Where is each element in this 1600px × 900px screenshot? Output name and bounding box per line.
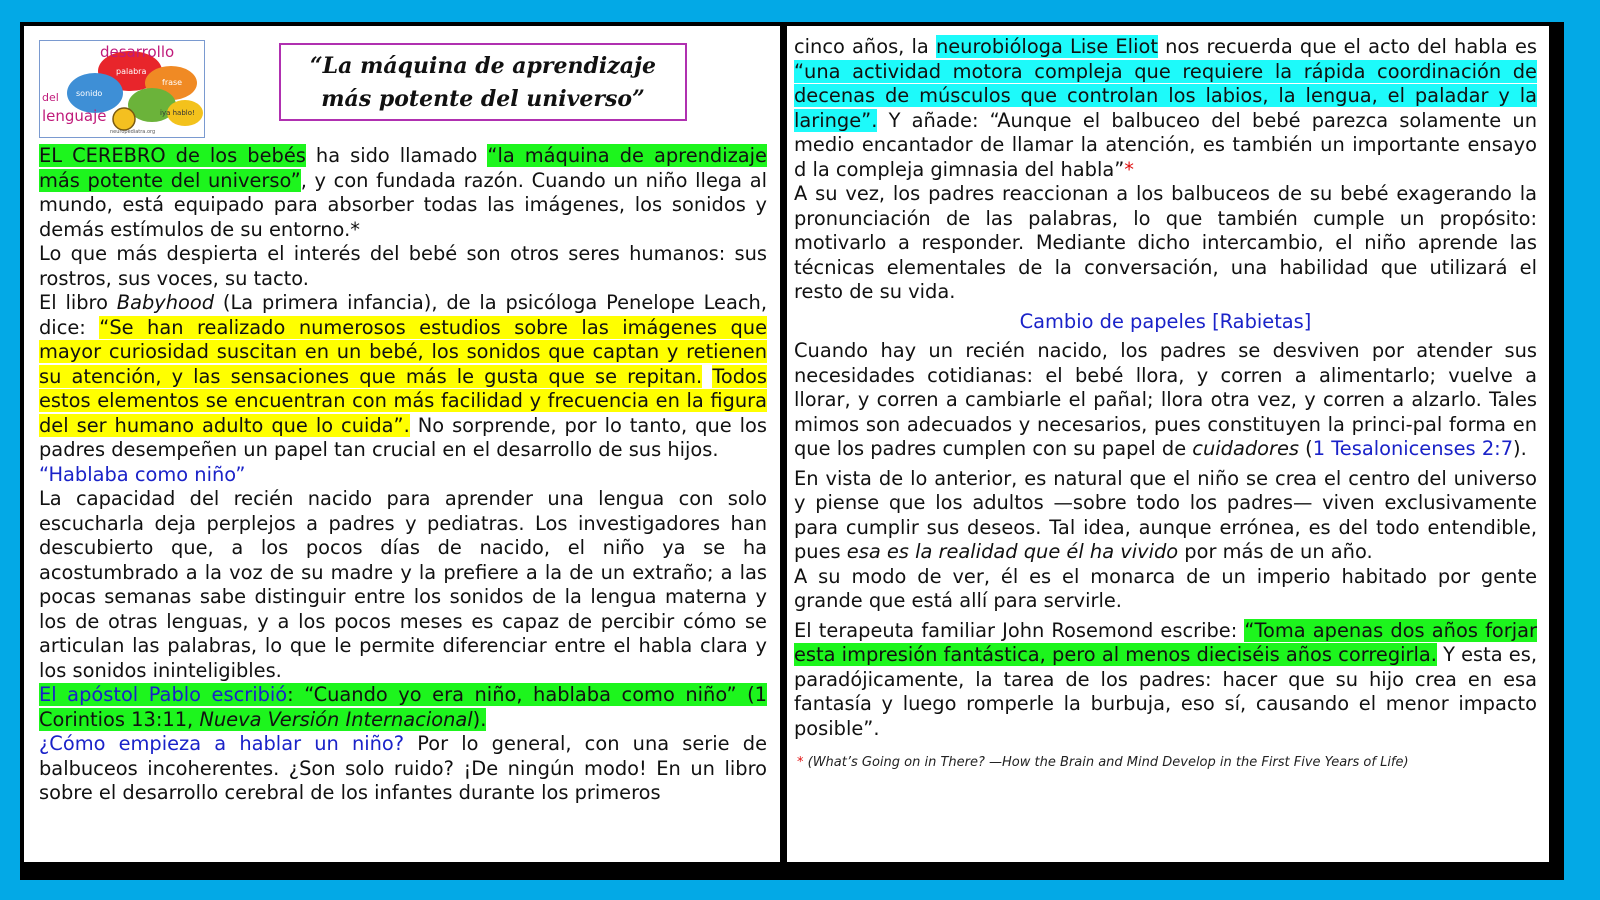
right-paragraph-6 <box>794 619 1537 742</box>
page-frame <box>20 22 1564 880</box>
logo-word-ya-hablo: iya hablo! <box>160 109 195 117</box>
highlight-link[interactable]: El apóstol Pablo escribió <box>39 683 288 706</box>
subhead-cambio: Cambio de papeles [Rabietas] <box>1019 309 1312 333</box>
right-column <box>787 26 1549 862</box>
highlight-italic: Nueva Versión Internacional <box>199 707 473 731</box>
left-paragraph-1 <box>39 144 767 242</box>
highlight: neurobióloga Lise Eliot <box>935 35 1158 58</box>
text-run: nos recuerda que el acto del habla es <box>1157 35 1537 58</box>
text-run: ha sido llamado <box>305 144 488 167</box>
left-paragraph-2: Lo que más despierta el interés del bebé son otros seres humanos: sus rostros, sus voces, su tacto. <box>39 242 767 290</box>
speech-bubbles-logo <box>40 41 204 137</box>
text-run: , y con fundada razón. Cuando un niño llega al mundo, está equipado para absorber todas las imágenes, los sonidos y demás estímulos de su entorno.* <box>39 168 767 241</box>
text-run: cinco años, la <box>794 35 936 58</box>
highlight: ). <box>472 707 487 731</box>
text-run: El terapeuta familiar John Rosemond escribe: <box>794 618 1245 642</box>
right-paragraph-5: A su modo de ver, él es el monarca de un imperio habitado por gente grande que está allí para servirle. <box>794 564 1537 612</box>
question-link[interactable]: ¿Cómo empieza a hablar un niño? <box>39 732 405 755</box>
left-paragraph-4: La capacidad del recién nacido para aprender una lengua con solo escucharla deja perplejos a padres y pediatras. Los investigadores han descubierto que, a los pocos días de nacido, el niño ya se ha acostumbrado a la voz de su madre y la prefiere a la de un extraño; a las pocas semanas sabe distinguir entre los sonidos de la lengua materna y los de otras lenguas, y a los pocos meses es capaz de percibir cómo se articulan las palabras, lo que le permite diferenciar entre el habla clara y los sonidos ininteligibles. <box>39 487 767 682</box>
header <box>39 26 767 144</box>
highlight: “la máquina de aprendizaje más potente del universo” <box>39 144 767 192</box>
subhead-hablaba: “Hablaba como niño” <box>39 462 246 486</box>
logo-word-sonido: sonido <box>76 89 103 98</box>
left-paragraph-3 <box>39 291 767 463</box>
text-run: Cuando hay un recién nacido, los padres se desviven por atender sus necesidades cotidianas: el bebé llora, y corren a alimentarlo; vuelve a llorar, y corren a cambiarle el pañal; llora otra vez, y corren a alzarlo. Tales mimos son adecuados y necesarios, pues constituyen la princi-pal forma en que los padres cumplen con su papel de <box>794 339 1537 460</box>
book-title: Babyhood <box>116 291 215 314</box>
italic-run: cuidadores <box>1192 437 1300 460</box>
text-run: No sorprende, por lo tanto, que los padres desempeñen un papel tan crucial en el desarrollo de sus hijos. <box>39 413 767 461</box>
italic-run: esa es la realidad que él ha vivido <box>846 540 1179 563</box>
logo-word-site: neuropediatra.org <box>110 129 156 135</box>
text-run <box>702 365 712 388</box>
highlight: “Toma apenas dos años forjar esta impresión fantástica, pero al menos dieciséis años corregirla. <box>794 618 1537 666</box>
left-paragraph-5 <box>39 683 767 732</box>
highlight: EL CEREBRO de los bebés <box>39 144 306 167</box>
right-paragraph-4 <box>794 467 1537 565</box>
highlight: “una actividad motora compleja que requiere la rápida coordinación de decenas de músculos que controlan los labios, la lengua, el paladar y la laringe”. <box>794 59 1537 132</box>
logo-word-lenguaje: lenguaje <box>42 107 107 125</box>
text-run: ). <box>1513 437 1527 460</box>
right-paragraph-2: A su vez, los padres reaccionan a los balbuceos de su bebé exagerando la pronunciación de las palabras, lo que también cumple un propósito: motivarlo a responder. Mediante dicho intercambio, el niño aprende las técnicas elementales de la conversación, una habilidad que utilizará el resto de su vida. <box>794 182 1537 303</box>
text-run: ( <box>1299 437 1313 460</box>
logo-word-frase: frase <box>162 78 183 87</box>
scripture-link[interactable]: 1 Tesalonicenses 2:7 <box>1312 437 1514 460</box>
logo-word-desarrollo: desarrollo <box>100 43 175 61</box>
highlight: “Se han realizado numerosos estudios sobre las imágenes que mayor curiosidad suscitan en un bebé, los sonidos que captan y retienen su atención, y las sensaciones que más le gusta que se repitan. <box>39 315 767 388</box>
left-paragraph-6 <box>39 732 767 806</box>
text-run: El libro <box>39 291 117 314</box>
text-run: (La primera infancia), de la psicóloga Penelope Leach, dice: <box>39 291 767 339</box>
title-box <box>279 43 687 121</box>
text-run: Y esta es, paradójicamente, la tarea de los padres: hacer que su hijo crea en esa fantasía y luego romperle la burbuja, eso sí, causando el menor impacto posible”. <box>794 643 1537 740</box>
text-run: Por lo general, con una serie de balbuceos incoherentes. ¿Son solo ruido? ¡De ningún modo! En un libro sobre el desarrollo cerebral de los infantes durante los primeros <box>39 732 768 804</box>
right-paragraph-3 <box>794 339 1537 462</box>
text-run: En vista de lo anterior, es natural que el niño se crea el centro del universo y piense que los adultos —sobre todo los padres— viven exclusivamente para cumplir sus deseos. Tal idea, aunque errónea, es del todo entendible, pues <box>794 466 1537 563</box>
title-line-2: más potente del universo” <box>321 86 645 112</box>
logo-word-del: del <box>42 91 59 104</box>
highlight: Todos estos elementos se encuentran con más facilidad y frecuencia en la figura del ser humano adulto que lo cuida”. <box>39 364 767 437</box>
right-paragraph-1 <box>794 35 1537 182</box>
text-run: Y añade: “Aunque el balbuceo del bebé parezca solamente un medio encantador de llamar la atención, es también un importante ensayo d la compleja gimnasia del habla” <box>794 108 1537 181</box>
left-column <box>24 26 780 862</box>
footnote-marker: * <box>1124 157 1134 181</box>
footnote <box>794 755 1537 770</box>
highlight: : “Cuando yo era niño, hablaba como niño” (1 Corintios 13:11, <box>39 683 767 731</box>
footnote-star: * <box>797 755 804 770</box>
logo <box>39 40 205 138</box>
text-run: por más de un año. <box>1178 540 1373 563</box>
footnote-text: (What’s Going on in There? —How the Brain and Mind Develop in the First Five Years of Life) <box>803 755 1409 770</box>
title-line-1: “La máquina de aprendizaje <box>310 53 656 79</box>
logo-word-palabra: palabra <box>116 67 147 76</box>
